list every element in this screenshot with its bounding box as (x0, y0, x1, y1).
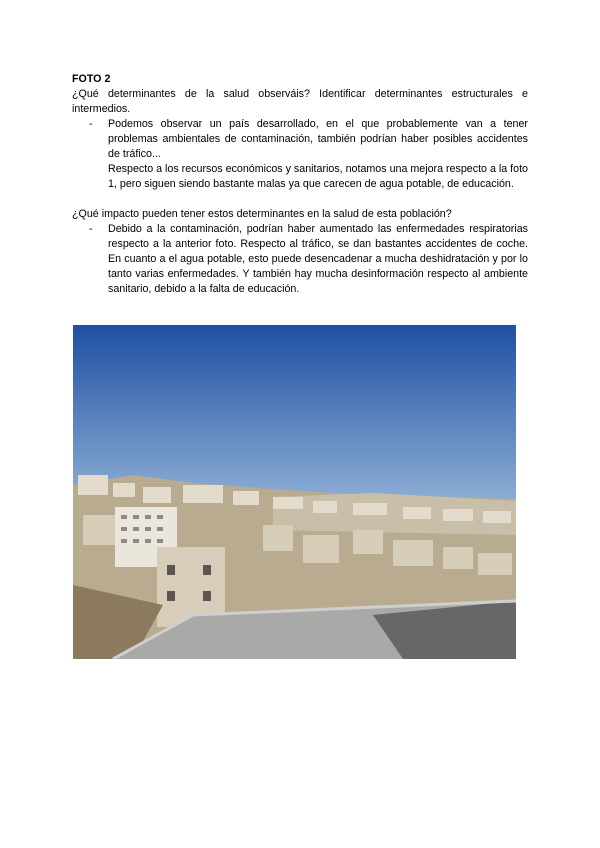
answer-list-determinants (72, 117, 528, 192)
paragraph-spacer (72, 192, 528, 207)
answer-paragraph-resources: Respecto a los recursos económicos y sanitarios, notamos una mejora respecto a la foto 1, pero siguen siendo bastante malas ya que carecen de agua potable, de educación. (108, 163, 528, 190)
bullet-dash: - (89, 118, 93, 130)
answer-list-impact (72, 222, 528, 297)
answer-paragraph-impact: Debido a la contaminación, podrían haber aumentado las enfermedades respiratorias respecto a la anterior foto. Respecto al tráfico, se dan bastantes accidentes de coche. En cuanto a el agua potable, esto puede desencadenar a mucha deshidratación y por lo tanto varias enfermedades. Y también hay mucha desinformación respecto al ambiente sanitario, debido a la falta de educación. (108, 223, 528, 295)
distant-hill (273, 493, 516, 535)
answer-paragraph-environment: Podemos observar un país desarrollado, en el que probablemente van a tener problemas ambientales de contaminación, también podrían haber posibles accidentes de tráfico... (108, 118, 528, 160)
list-item (72, 117, 528, 192)
list-item (72, 222, 528, 297)
question-impact: ¿Qué impacto pueden tener estos determinantes en la salud de esta población? (72, 208, 452, 220)
bullet-dash: - (89, 223, 93, 235)
city-photo-illustration (73, 325, 516, 659)
document-heading: FOTO 2 (72, 73, 111, 85)
city-photo (73, 325, 516, 659)
question-determinants: ¿Qué determinantes de la salud observáis? Identificar determinantes estructurales e intermedios. (72, 88, 528, 115)
document-page (72, 72, 528, 297)
